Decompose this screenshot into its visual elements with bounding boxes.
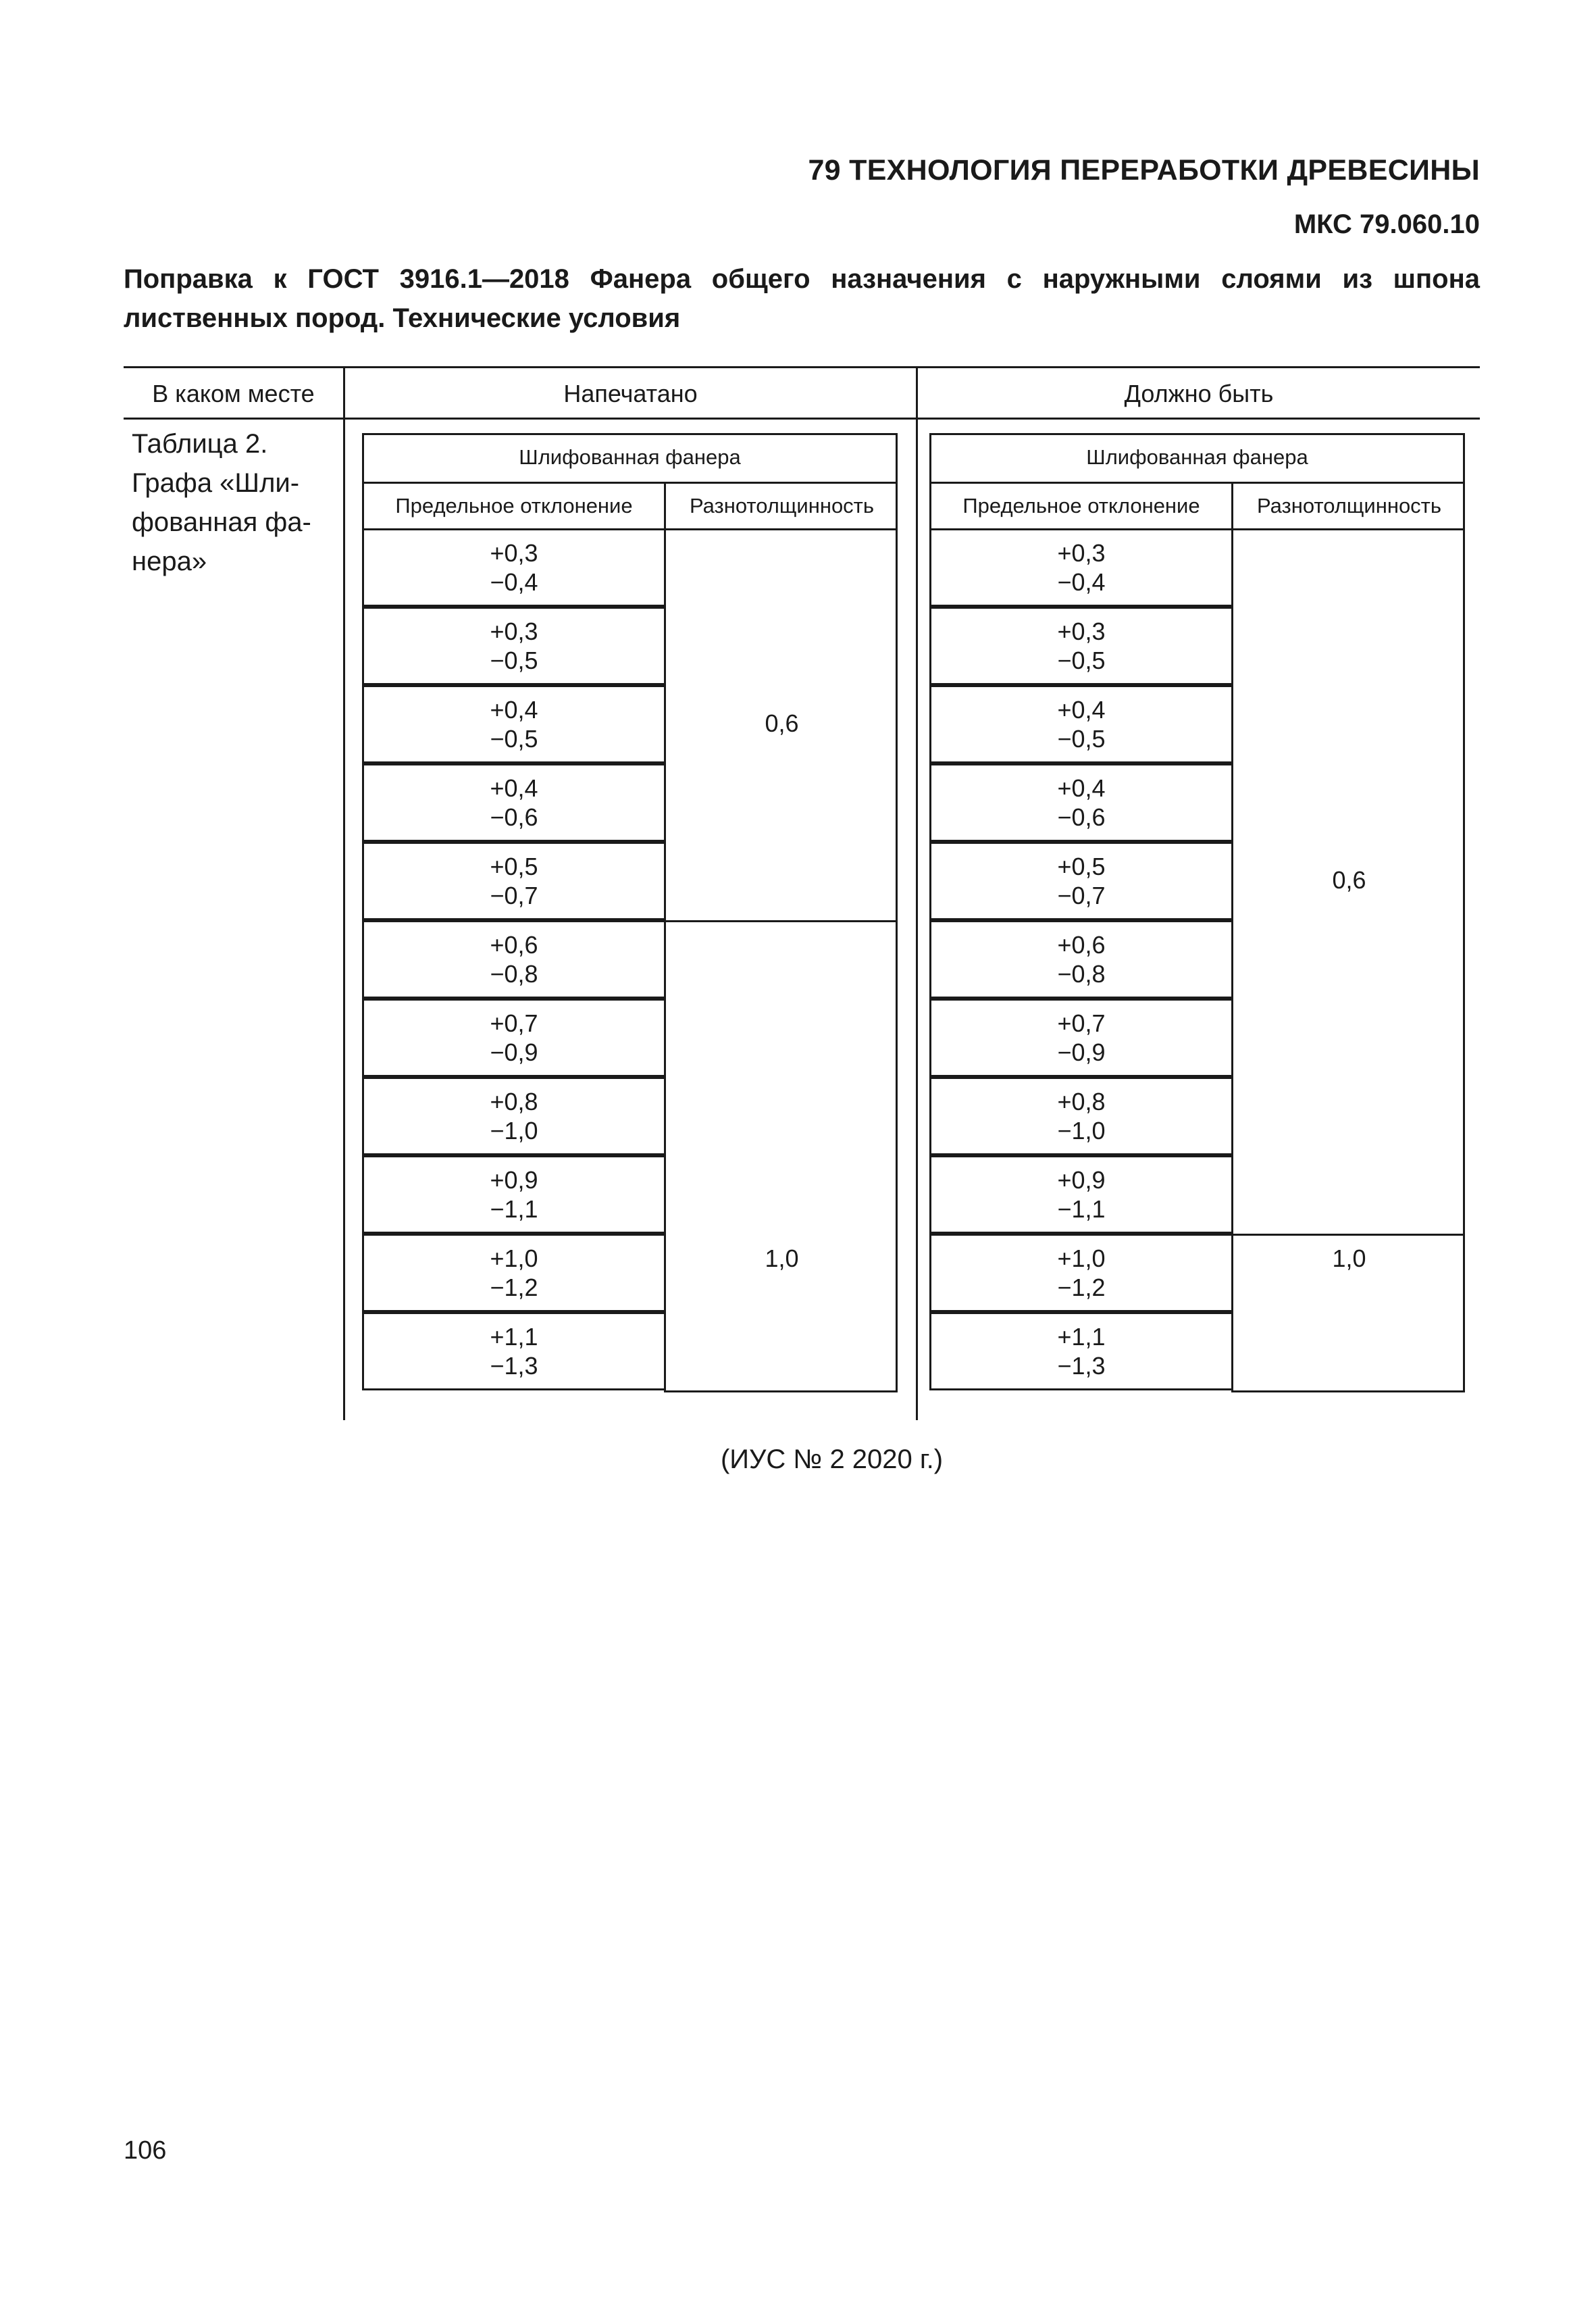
table-row <box>929 607 1233 685</box>
deviation-minus: −1,0 <box>490 1117 538 1145</box>
table-row <box>362 763 666 842</box>
col-deviation-header: Предельное отклонение <box>395 494 633 518</box>
deviation-minus: −0,8 <box>1057 960 1106 988</box>
deviation-plus: +1,0 <box>490 1244 538 1272</box>
deviation-minus: −1,1 <box>1057 1195 1106 1223</box>
deviation-plus: +0,9 <box>1057 1166 1106 1194</box>
table-row <box>362 1155 666 1234</box>
table-column-divider <box>916 366 918 1420</box>
table-row <box>929 1077 1233 1155</box>
table-row <box>929 1155 1233 1234</box>
deviation-minus: −0,5 <box>490 725 538 753</box>
header-printed: Напечатано <box>563 380 698 407</box>
table-row <box>362 1234 666 1312</box>
deviation-plus: +0,5 <box>1057 853 1106 880</box>
amendment-title: Поправка к ГОСТ 3916.1—2018 Фанера общего назначения с наружными слоями из шпона лиственных пород. Технические условия <box>124 264 1480 333</box>
printed-inner-table <box>362 433 898 1395</box>
deviation-plus: +0,5 <box>490 853 538 880</box>
table-row <box>929 528 1233 607</box>
table-row <box>362 607 666 685</box>
inner-title: Шлифованная фанера <box>1086 445 1308 469</box>
deviation-minus: −0,7 <box>1057 882 1106 909</box>
deviation-plus: +0,4 <box>490 696 538 724</box>
deviation-plus: +0,7 <box>490 1009 538 1037</box>
page-number: 106 <box>124 2136 167 2165</box>
table-row <box>929 920 1233 999</box>
table-top-rule <box>124 366 1480 368</box>
deviation-plus: +0,7 <box>1057 1009 1106 1037</box>
deviation-minus: −1,1 <box>490 1195 538 1223</box>
deviation-minus: −0,5 <box>1057 725 1106 753</box>
deviation-plus: +1,1 <box>1057 1323 1106 1351</box>
thickness-value: 0,6 <box>1332 866 1366 894</box>
deviation-minus: −1,0 <box>1057 1117 1106 1145</box>
deviation-plus: +0,8 <box>1057 1088 1106 1115</box>
deviation-plus: +0,3 <box>1057 618 1106 645</box>
table-row <box>929 685 1233 763</box>
location-cell <box>132 424 334 581</box>
table-column-divider <box>343 366 345 1420</box>
deviation-minus: −0,5 <box>490 647 538 674</box>
location-line: нера» <box>132 547 207 576</box>
table-row <box>929 842 1233 920</box>
thickness-value: 0,6 <box>765 709 799 737</box>
table-row <box>362 999 666 1077</box>
deviation-plus: +1,1 <box>490 1323 538 1351</box>
deviation-minus: −0,4 <box>1057 568 1106 596</box>
thickness-group-box <box>664 920 898 1392</box>
deviation-plus: +0,3 <box>490 539 538 567</box>
deviation-plus: +0,4 <box>1057 774 1106 802</box>
table-row <box>362 920 666 999</box>
deviation-plus: +0,4 <box>1057 696 1106 724</box>
deviation-minus: −0,6 <box>490 803 538 831</box>
deviation-plus: +0,8 <box>490 1088 538 1115</box>
deviation-minus: −1,2 <box>490 1274 538 1301</box>
table-row <box>929 999 1233 1077</box>
deviation-minus: −0,4 <box>490 568 538 596</box>
section-heading: 79 ТЕХНОЛОГИЯ ПЕРЕРАБОТКИ ДРЕВЕСИНЫ <box>808 154 1480 186</box>
col-deviation-header: Предельное отклонение <box>962 494 1200 518</box>
deviation-plus: +0,6 <box>490 931 538 959</box>
table-row <box>929 1234 1233 1312</box>
deviation-plus: +0,4 <box>490 774 538 802</box>
deviation-minus: −1,3 <box>1057 1352 1106 1380</box>
deviation-plus: +1,0 <box>1057 1244 1106 1272</box>
ius-note: (ИУС № 2 2020 г.) <box>720 1444 944 1474</box>
table-row <box>362 1077 666 1155</box>
table-row <box>362 528 666 607</box>
correct-inner-table <box>929 433 1465 1395</box>
deviation-plus: +0,3 <box>1057 539 1106 567</box>
col-thickness-header: Разнотолщинность <box>689 494 875 518</box>
inner-title: Шлифованная фанера <box>519 445 741 469</box>
header-should-be: Должно быть <box>1124 380 1274 407</box>
deviation-minus: −0,8 <box>490 960 538 988</box>
location-line: фованная фа- <box>132 507 311 537</box>
table-row <box>362 1312 666 1390</box>
location-line: Графа «Шли- <box>132 468 300 498</box>
deviation-plus: +0,3 <box>490 618 538 645</box>
table-row <box>362 842 666 920</box>
thickness-value: 1,0 <box>765 1244 799 1272</box>
mks-code: МКС 79.060.10 <box>1293 209 1480 239</box>
deviation-minus: −0,9 <box>1057 1038 1106 1066</box>
deviation-minus: −0,9 <box>490 1038 538 1066</box>
table-row <box>362 685 666 763</box>
col-thickness-header: Разнотолщинность <box>1256 494 1442 518</box>
deviation-minus: −0,5 <box>1057 647 1106 674</box>
deviation-plus: +0,9 <box>490 1166 538 1194</box>
table-row <box>929 1312 1233 1390</box>
thickness-value: 1,0 <box>1332 1244 1366 1272</box>
deviation-minus: −0,7 <box>490 882 538 909</box>
header-where: В каком месте <box>152 380 315 407</box>
location-line: Таблица 2. <box>132 429 268 459</box>
deviation-minus: −0,6 <box>1057 803 1106 831</box>
deviation-minus: −1,3 <box>490 1352 538 1380</box>
table-row <box>929 763 1233 842</box>
deviation-minus: −1,2 <box>1057 1274 1106 1301</box>
deviation-plus: +0,6 <box>1057 931 1106 959</box>
table-header-rule <box>124 418 1480 420</box>
